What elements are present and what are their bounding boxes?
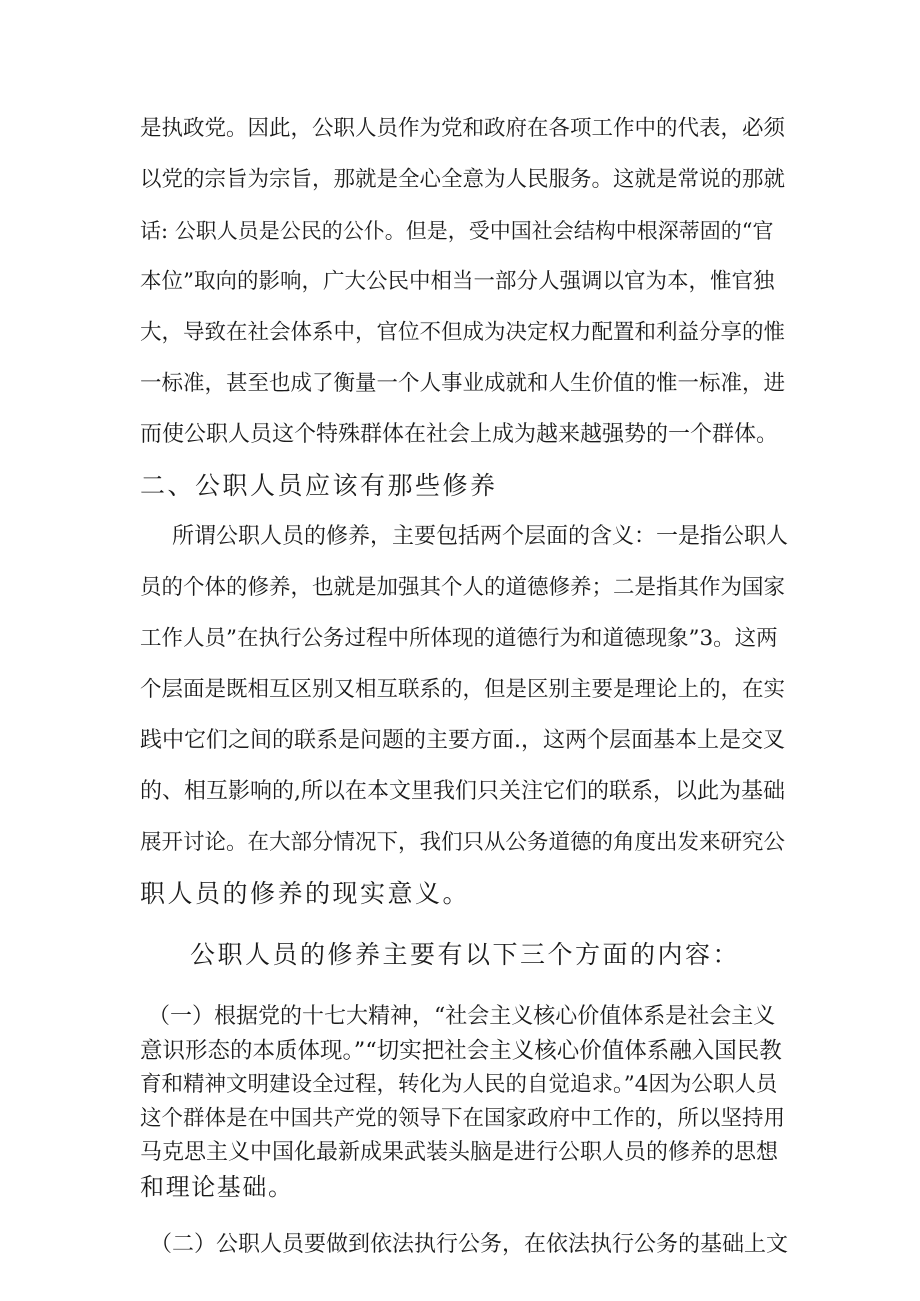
paragraph-line: 育和精神文明建设全过程，转化为人民的自觉追求。”4因为公职人员 [140,1072,778,1097]
section-heading: 二、公职人员应该有那些修养 [140,471,498,500]
paragraph-line: 个层面是既相互区别又相互联系的，但是区别主要是理论上的，在实 [140,677,786,702]
paragraph-line: 马克思主义中国化最新成果武装头脑是进行公职人员的修养的思想 [140,1140,779,1165]
paragraph-line: 大，导致在社会体系中，官位不但成为决定权力配置和利益分享的惟 [140,320,786,345]
paragraph-line: 而使公职人员这个特殊群体在社会上成为越来越强势的一个群体。 [140,422,779,447]
paragraph-line: 工作人员”在执行公务过程中所体现的道德行为和道德现象”3。这两 [140,626,778,651]
three-aspects-intro: 公职人员的修养主要有以下三个方面的内容： [190,940,741,969]
paragraph-line: 话: 公职人员是公民的公仆。但是，受中国社会结构中根深蒂固的“官 [140,219,774,243]
paragraph-line: 职人员的修养的现实意义。 [140,879,471,908]
paragraph-line: 意识形态的本质体现。”“切实把社会主义核心价值体系融入国民教 [140,1038,782,1064]
paragraph-line: 践中它们之间的联系是问题的主要方面.，这两个层面基本上是交叉 [140,728,785,753]
paragraph-line: （一）根据党的十七大精神，“社会主义核心价值体系是社会主义 [148,1004,776,1029]
paragraph-line: 一标准，甚至也成了衡量一个人事业成就和人生价值的惟一标准，进 [140,371,786,396]
paragraph-line: 是执政党。因此，公职人员作为党和政府在各项工作中的代表，必须 [140,116,786,141]
paragraph-line: 这个群体是在中国共产党的领导下在国家政府中工作的，所以坚持用 [140,1106,786,1131]
paragraph-line: （二）公职人员要做到依法执行公务，在依法执行公务的基础上文 [150,1232,789,1257]
paragraph-line: 员的个体的修养，也就是加强其个人的道德修养；二是指其作为国家 [140,575,786,600]
paragraph-line: 本位”取向的影响，广大公民中相当一部分人强调以官为本，惟官独 [140,269,775,294]
paragraph-line: 以党的宗旨为宗旨，那就是全心全意为人民服务。这就是常说的那就 [140,167,786,192]
paragraph-line: 所谓公职人员的修养，主要包括两个层面的含义：一是指公职人 [172,524,789,549]
paragraph-line: 和理论基础。 [140,1173,294,1201]
paragraph-line: 展开讨论。在大部分情况下，我们只从公务道德的角度出发来研究公 [140,830,786,855]
paragraph-line: 的、相互影响的,所以在本文里我们只关注它们的联系，以此为基础 [140,779,785,804]
